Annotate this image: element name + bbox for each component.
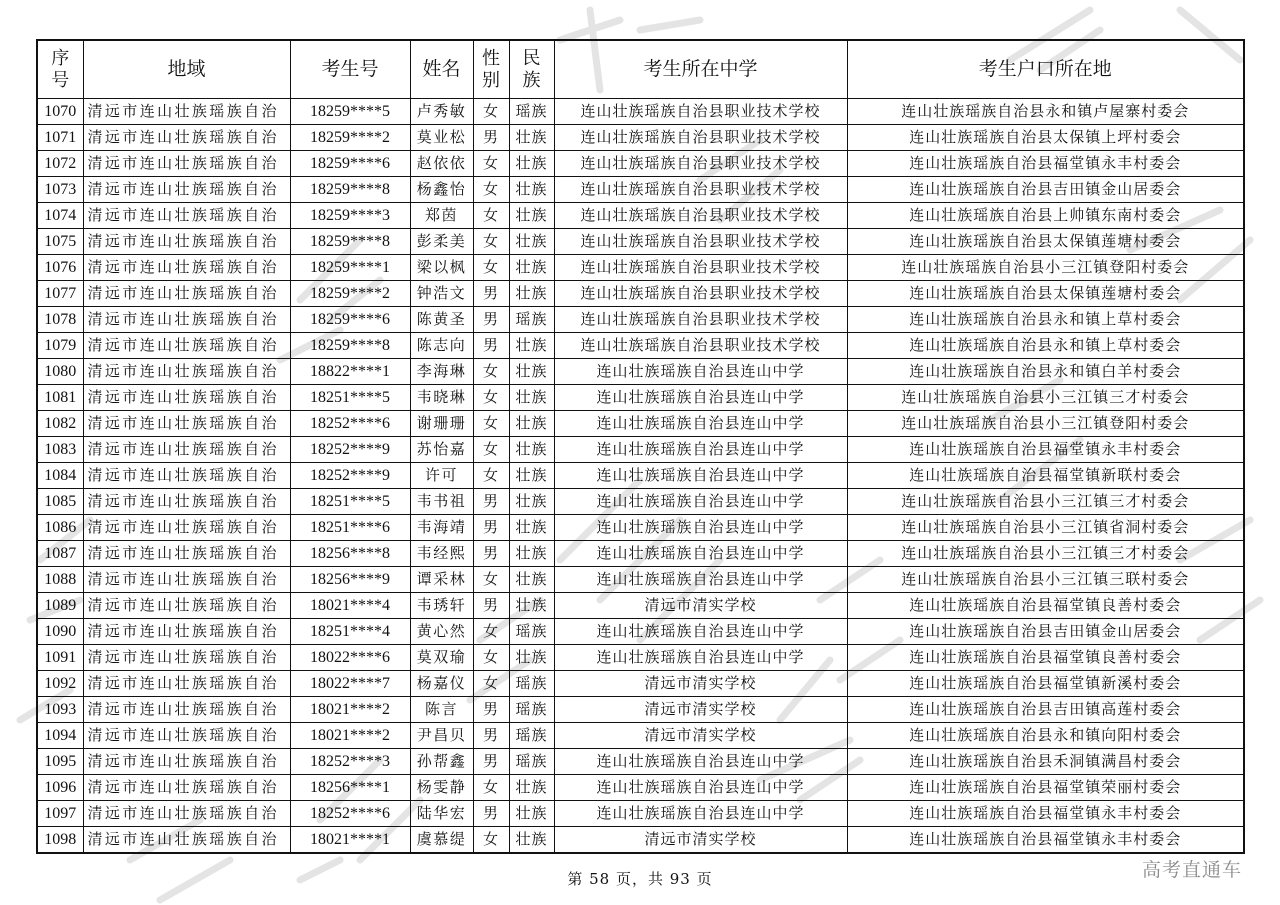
cell-name: 孙帮鑫 xyxy=(410,749,473,775)
cell-ethnicity: 壮族 xyxy=(509,489,554,515)
cell-school: 连山壮族瑶族自治县连山中学 xyxy=(554,489,847,515)
cell-name: 莫业松 xyxy=(410,125,473,151)
cell-school: 清远市清实学校 xyxy=(554,593,847,619)
cell-name: 黄心然 xyxy=(410,619,473,645)
cell-region: 清远市连山壮族瑶族自治 xyxy=(83,567,290,593)
cell-hukou: 连山壮族瑶族自治县福堂镇良善村委会 xyxy=(847,593,1244,619)
cell-hukou: 连山壮族瑶族自治县小三江镇三才村委会 xyxy=(847,489,1244,515)
cell-school: 清远市清实学校 xyxy=(554,671,847,697)
table-row xyxy=(37,723,1244,749)
cell-school: 连山壮族瑶族自治县连山中学 xyxy=(554,801,847,827)
cell-gender: 女 xyxy=(473,177,509,203)
cell-hukou: 连山壮族瑶族自治县禾洞镇满昌村委会 xyxy=(847,749,1244,775)
cell-school: 连山壮族瑶族自治县连山中学 xyxy=(554,411,847,437)
cell-region: 清远市连山壮族瑶族自治 xyxy=(83,203,290,229)
cell-school: 连山壮族瑶族自治县连山中学 xyxy=(554,541,847,567)
cell-region: 清远市连山壮族瑶族自治 xyxy=(83,489,290,515)
cell-name: 李海琳 xyxy=(410,359,473,385)
cell-gender: 女 xyxy=(473,827,509,854)
cell-school: 连山壮族瑶族自治县连山中学 xyxy=(554,749,847,775)
header-exam-no: 考生号 xyxy=(290,40,410,99)
cell-name: 赵依依 xyxy=(410,151,473,177)
cell-ethnicity: 瑶族 xyxy=(509,671,554,697)
cell-name: 尹昌贝 xyxy=(410,723,473,749)
cell-name: 韦经熙 xyxy=(410,541,473,567)
cell-ethnicity: 壮族 xyxy=(509,281,554,307)
cell-school: 连山壮族瑶族自治县连山中学 xyxy=(554,359,847,385)
cell-name: 陈言 xyxy=(410,697,473,723)
cell-school: 连山壮族瑶族自治县职业技术学校 xyxy=(554,307,847,333)
cell-gender: 女 xyxy=(473,255,509,281)
cell-hukou: 连山壮族瑶族自治县吉田镇金山居委会 xyxy=(847,619,1244,645)
table-row xyxy=(37,385,1244,411)
cell-ethnicity: 壮族 xyxy=(509,333,554,359)
cell-school: 连山壮族瑶族自治县职业技术学校 xyxy=(554,229,847,255)
cell-seq: 1075 xyxy=(37,229,83,255)
cell-seq: 1079 xyxy=(37,333,83,359)
cell-ethnicity: 瑶族 xyxy=(509,749,554,775)
cell-exam-no: 18251****5 xyxy=(290,489,410,515)
cell-region: 清远市连山壮族瑶族自治 xyxy=(83,359,290,385)
header-seq-line1: 序 xyxy=(51,47,70,69)
cell-school: 清远市清实学校 xyxy=(554,827,847,854)
cell-gender: 男 xyxy=(473,307,509,333)
cell-school: 连山壮族瑶族自治县职业技术学校 xyxy=(554,177,847,203)
cell-name: 郑茵 xyxy=(410,203,473,229)
cell-region: 清远市连山壮族瑶族自治 xyxy=(83,775,290,801)
table-row xyxy=(37,775,1244,801)
header-ethnicity-line1: 民 xyxy=(522,47,541,69)
cell-seq: 1081 xyxy=(37,385,83,411)
cell-gender: 女 xyxy=(473,463,509,489)
cell-gender: 男 xyxy=(473,697,509,723)
table-row xyxy=(37,645,1244,671)
cell-seq: 1070 xyxy=(37,99,83,125)
cell-ethnicity: 壮族 xyxy=(509,151,554,177)
cell-seq: 1091 xyxy=(37,645,83,671)
cell-school: 连山壮族瑶族自治县连山中学 xyxy=(554,515,847,541)
cell-gender: 男 xyxy=(473,489,509,515)
cell-ethnicity: 壮族 xyxy=(509,203,554,229)
cell-seq: 1095 xyxy=(37,749,83,775)
cell-school: 连山壮族瑶族自治县连山中学 xyxy=(554,645,847,671)
cell-name: 莫双瑜 xyxy=(410,645,473,671)
cell-name: 杨嘉仪 xyxy=(410,671,473,697)
cell-exam-no: 18259****2 xyxy=(290,281,410,307)
cell-exam-no: 18259****8 xyxy=(290,177,410,203)
cell-gender: 男 xyxy=(473,593,509,619)
cell-name: 陈志向 xyxy=(410,333,473,359)
table-row xyxy=(37,177,1244,203)
cell-gender: 男 xyxy=(473,515,509,541)
cell-exam-no: 18022****6 xyxy=(290,645,410,671)
cell-exam-no: 18259****6 xyxy=(290,307,410,333)
header-gender-line1: 性 xyxy=(482,47,500,69)
cell-hukou: 连山壮族瑶族自治县小三江镇省洞村委会 xyxy=(847,515,1244,541)
cell-gender: 女 xyxy=(473,619,509,645)
table-row xyxy=(37,411,1244,437)
cell-hukou: 连山壮族瑶族自治县小三江镇登阳村委会 xyxy=(847,411,1244,437)
cell-ethnicity: 壮族 xyxy=(509,255,554,281)
cell-hukou: 连山壮族瑶族自治县福堂镇新联村委会 xyxy=(847,463,1244,489)
cell-region: 清远市连山壮族瑶族自治 xyxy=(83,749,290,775)
table-row xyxy=(37,125,1244,151)
cell-gender: 女 xyxy=(473,385,509,411)
cell-region: 清远市连山壮族瑶族自治 xyxy=(83,593,290,619)
cell-ethnicity: 壮族 xyxy=(509,541,554,567)
cell-name: 谢珊珊 xyxy=(410,411,473,437)
cell-region: 清远市连山壮族瑶族自治 xyxy=(83,229,290,255)
cell-school: 连山壮族瑶族自治县连山中学 xyxy=(554,385,847,411)
cell-exam-no: 18021****2 xyxy=(290,697,410,723)
cell-gender: 男 xyxy=(473,723,509,749)
cell-gender: 女 xyxy=(473,671,509,697)
cell-school: 连山壮族瑶族自治县职业技术学校 xyxy=(554,203,847,229)
cell-exam-no: 18252****6 xyxy=(290,411,410,437)
cell-ethnicity: 壮族 xyxy=(509,593,554,619)
header-region: 地域 xyxy=(83,40,290,99)
cell-hukou: 连山壮族瑶族自治县小三江镇登阳村委会 xyxy=(847,255,1244,281)
cell-seq: 1073 xyxy=(37,177,83,203)
cell-seq: 1097 xyxy=(37,801,83,827)
cell-school: 连山壮族瑶族自治县职业技术学校 xyxy=(554,99,847,125)
cell-ethnicity: 壮族 xyxy=(509,385,554,411)
table-row xyxy=(37,827,1244,854)
cell-hukou: 连山壮族瑶族自治县永和镇上草村委会 xyxy=(847,307,1244,333)
cell-school: 连山壮族瑶族自治县连山中学 xyxy=(554,437,847,463)
cell-name: 韦海靖 xyxy=(410,515,473,541)
cell-seq: 1096 xyxy=(37,775,83,801)
cell-gender: 女 xyxy=(473,229,509,255)
cell-school: 清远市清实学校 xyxy=(554,697,847,723)
table-row xyxy=(37,801,1244,827)
cell-seq: 1092 xyxy=(37,671,83,697)
cell-seq: 1090 xyxy=(37,619,83,645)
cell-gender: 女 xyxy=(473,203,509,229)
cell-gender: 男 xyxy=(473,333,509,359)
cell-school: 连山壮族瑶族自治县连山中学 xyxy=(554,619,847,645)
table-row xyxy=(37,463,1244,489)
table-body xyxy=(37,99,1244,854)
cell-exam-no: 18022****7 xyxy=(290,671,410,697)
cell-exam-no: 18252****6 xyxy=(290,801,410,827)
cell-gender: 女 xyxy=(473,645,509,671)
cell-ethnicity: 瑶族 xyxy=(509,99,554,125)
cell-hukou: 连山壮族瑶族自治县小三江镇三才村委会 xyxy=(847,385,1244,411)
cell-ethnicity: 壮族 xyxy=(509,645,554,671)
cell-gender: 男 xyxy=(473,749,509,775)
cell-exam-no: 18259****2 xyxy=(290,125,410,151)
cell-region: 清远市连山壮族瑶族自治 xyxy=(83,411,290,437)
cell-seq: 1085 xyxy=(37,489,83,515)
header-ethnicity xyxy=(509,40,554,99)
header-seq-line2: 号 xyxy=(51,69,70,91)
cell-exam-no: 18259****5 xyxy=(290,99,410,125)
cell-gender: 男 xyxy=(473,541,509,567)
cell-ethnicity: 壮族 xyxy=(509,229,554,255)
cell-ethnicity: 壮族 xyxy=(509,567,554,593)
page-number-footer: 第 58 页，共 93 页 xyxy=(567,870,713,888)
cell-region: 清远市连山壮族瑶族自治 xyxy=(83,541,290,567)
cell-exam-no: 18251****4 xyxy=(290,619,410,645)
table-row xyxy=(37,333,1244,359)
cell-region: 清远市连山壮族瑶族自治 xyxy=(83,281,290,307)
cell-name: 陈黄圣 xyxy=(410,307,473,333)
cell-seq: 1072 xyxy=(37,151,83,177)
cell-name: 虞慕缇 xyxy=(410,827,473,854)
cell-school: 连山壮族瑶族自治县职业技术学校 xyxy=(554,281,847,307)
table-row xyxy=(37,99,1244,125)
cell-ethnicity: 壮族 xyxy=(509,827,554,854)
cell-ethnicity: 瑶族 xyxy=(509,307,554,333)
cell-hukou: 连山壮族瑶族自治县太保镇莲塘村委会 xyxy=(847,229,1244,255)
cell-seq: 1078 xyxy=(37,307,83,333)
cell-region: 清远市连山壮族瑶族自治 xyxy=(83,177,290,203)
cell-region: 清远市连山壮族瑶族自治 xyxy=(83,333,290,359)
cell-gender: 男 xyxy=(473,125,509,151)
cell-exam-no: 18252****9 xyxy=(290,437,410,463)
cell-ethnicity: 瑶族 xyxy=(509,723,554,749)
cell-gender: 女 xyxy=(473,567,509,593)
cell-hukou: 连山壮族瑶族自治县吉田镇金山居委会 xyxy=(847,177,1244,203)
cell-region: 清远市连山壮族瑶族自治 xyxy=(83,151,290,177)
cell-gender: 男 xyxy=(473,281,509,307)
cell-school: 连山壮族瑶族自治县职业技术学校 xyxy=(554,255,847,281)
cell-gender: 女 xyxy=(473,151,509,177)
table-row xyxy=(37,749,1244,775)
cell-gender: 女 xyxy=(473,99,509,125)
cell-name: 陆华宏 xyxy=(410,801,473,827)
table-row xyxy=(37,619,1244,645)
cell-exam-no: 18822****1 xyxy=(290,359,410,385)
cell-seq: 1082 xyxy=(37,411,83,437)
cell-name: 杨雯静 xyxy=(410,775,473,801)
cell-seq: 1087 xyxy=(37,541,83,567)
header-hukou: 考生户口所在地 xyxy=(847,40,1244,99)
brand-watermark-label: 高考直通车 xyxy=(1142,859,1243,881)
cell-ethnicity: 壮族 xyxy=(509,437,554,463)
cell-name: 韦琇轩 xyxy=(410,593,473,619)
cell-exam-no: 18252****3 xyxy=(290,749,410,775)
cell-exam-no: 18021****2 xyxy=(290,723,410,749)
header-row xyxy=(37,40,1244,99)
cell-ethnicity: 壮族 xyxy=(509,463,554,489)
header-school: 考生所在中学 xyxy=(554,40,847,99)
cell-hukou: 连山壮族瑶族自治县福堂镇良善村委会 xyxy=(847,645,1244,671)
cell-region: 清远市连山壮族瑶族自治 xyxy=(83,437,290,463)
cell-hukou: 连山壮族瑶族自治县福堂镇永丰村委会 xyxy=(847,437,1244,463)
table-row xyxy=(37,515,1244,541)
cell-exam-no: 18259****3 xyxy=(290,203,410,229)
cell-region: 清远市连山壮族瑶族自治 xyxy=(83,307,290,333)
cell-seq: 1089 xyxy=(37,593,83,619)
cell-region: 清远市连山壮族瑶族自治 xyxy=(83,463,290,489)
cell-region: 清远市连山壮族瑶族自治 xyxy=(83,671,290,697)
cell-ethnicity: 壮族 xyxy=(509,515,554,541)
cell-name: 韦书祖 xyxy=(410,489,473,515)
cell-gender: 女 xyxy=(473,775,509,801)
cell-ethnicity: 瑶族 xyxy=(509,697,554,723)
table-row xyxy=(37,255,1244,281)
table-row xyxy=(37,593,1244,619)
cell-name: 梁以枫 xyxy=(410,255,473,281)
cell-region: 清远市连山壮族瑶族自治 xyxy=(83,125,290,151)
cell-region: 清远市连山壮族瑶族自治 xyxy=(83,723,290,749)
cell-hukou: 连山壮族瑶族自治县太保镇上坪村委会 xyxy=(847,125,1244,151)
candidate-roster-table xyxy=(36,39,1245,854)
table-row xyxy=(37,671,1244,697)
cell-hukou: 连山壮族瑶族自治县福堂镇荣丽村委会 xyxy=(847,775,1244,801)
header-gender-line2: 别 xyxy=(482,69,500,91)
cell-school: 连山壮族瑶族自治县连山中学 xyxy=(554,463,847,489)
table-row xyxy=(37,697,1244,723)
cell-name: 彭柔美 xyxy=(410,229,473,255)
cell-seq: 1084 xyxy=(37,463,83,489)
cell-hukou: 连山壮族瑶族自治县小三江镇三才村委会 xyxy=(847,541,1244,567)
cell-school: 连山壮族瑶族自治县连山中学 xyxy=(554,567,847,593)
cell-exam-no: 18259****8 xyxy=(290,333,410,359)
cell-hukou: 连山壮族瑶族自治县福堂镇永丰村委会 xyxy=(847,827,1244,854)
cell-exam-no: 18259****8 xyxy=(290,229,410,255)
cell-name: 苏怡嘉 xyxy=(410,437,473,463)
cell-hukou: 连山壮族瑶族自治县太保镇莲塘村委会 xyxy=(847,281,1244,307)
cell-region: 清远市连山壮族瑶族自治 xyxy=(83,255,290,281)
cell-seq: 1077 xyxy=(37,281,83,307)
cell-exam-no: 18251****6 xyxy=(290,515,410,541)
cell-hukou: 连山壮族瑶族自治县永和镇上草村委会 xyxy=(847,333,1244,359)
cell-hukou: 连山壮族瑶族自治县福堂镇永丰村委会 xyxy=(847,801,1244,827)
cell-seq: 1076 xyxy=(37,255,83,281)
table-header xyxy=(37,40,1244,99)
cell-exam-no: 18021****1 xyxy=(290,827,410,854)
header-name: 姓名 xyxy=(410,40,473,99)
cell-school: 连山壮族瑶族自治县职业技术学校 xyxy=(554,125,847,151)
table-row xyxy=(37,151,1244,177)
cell-name: 韦晓琳 xyxy=(410,385,473,411)
cell-gender: 女 xyxy=(473,411,509,437)
table-row xyxy=(37,203,1244,229)
cell-seq: 1093 xyxy=(37,697,83,723)
cell-exam-no: 18252****9 xyxy=(290,463,410,489)
cell-region: 清远市连山壮族瑶族自治 xyxy=(83,801,290,827)
cell-hukou: 连山壮族瑶族自治县福堂镇新溪村委会 xyxy=(847,671,1244,697)
cell-seq: 1086 xyxy=(37,515,83,541)
cell-hukou: 连山壮族瑶族自治县福堂镇永丰村委会 xyxy=(847,151,1244,177)
cell-seq: 1094 xyxy=(37,723,83,749)
cell-ethnicity: 壮族 xyxy=(509,801,554,827)
cell-name: 杨鑫怡 xyxy=(410,177,473,203)
cell-exam-no: 18256****1 xyxy=(290,775,410,801)
cell-hukou: 连山壮族瑶族自治县小三江镇三联村委会 xyxy=(847,567,1244,593)
cell-exam-no: 18256****9 xyxy=(290,567,410,593)
cell-hukou: 连山壮族瑶族自治县永和镇向阳村委会 xyxy=(847,723,1244,749)
table-row xyxy=(37,229,1244,255)
cell-region: 清远市连山壮族瑶族自治 xyxy=(83,99,290,125)
cell-region: 清远市连山壮族瑶族自治 xyxy=(83,827,290,854)
cell-gender: 女 xyxy=(473,437,509,463)
cell-name: 钟浩文 xyxy=(410,281,473,307)
cell-school: 连山壮族瑶族自治县职业技术学校 xyxy=(554,151,847,177)
cell-exam-no: 18251****5 xyxy=(290,385,410,411)
table-row xyxy=(37,541,1244,567)
cell-seq: 1088 xyxy=(37,567,83,593)
cell-seq: 1083 xyxy=(37,437,83,463)
cell-school: 连山壮族瑶族自治县连山中学 xyxy=(554,775,847,801)
cell-seq: 1074 xyxy=(37,203,83,229)
cell-exam-no: 18256****8 xyxy=(290,541,410,567)
cell-gender: 女 xyxy=(473,359,509,385)
cell-gender: 男 xyxy=(473,801,509,827)
cell-ethnicity: 壮族 xyxy=(509,359,554,385)
cell-ethnicity: 壮族 xyxy=(509,125,554,151)
cell-hukou: 连山壮族瑶族自治县吉田镇高莲村委会 xyxy=(847,697,1244,723)
cell-region: 清远市连山壮族瑶族自治 xyxy=(83,619,290,645)
cell-region: 清远市连山壮族瑶族自治 xyxy=(83,385,290,411)
cell-exam-no: 18259****6 xyxy=(290,151,410,177)
cell-name: 谭采林 xyxy=(410,567,473,593)
cell-seq: 1098 xyxy=(37,827,83,854)
cell-seq: 1080 xyxy=(37,359,83,385)
cell-region: 清远市连山壮族瑶族自治 xyxy=(83,515,290,541)
cell-ethnicity: 瑶族 xyxy=(509,619,554,645)
table-row xyxy=(37,307,1244,333)
cell-school: 连山壮族瑶族自治县职业技术学校 xyxy=(554,333,847,359)
header-gender xyxy=(473,40,509,99)
cell-exam-no: 18021****4 xyxy=(290,593,410,619)
cell-exam-no: 18259****1 xyxy=(290,255,410,281)
cell-hukou: 连山壮族瑶族自治县永和镇白羊村委会 xyxy=(847,359,1244,385)
cell-hukou: 连山壮族瑶族自治县永和镇卢屋寨村委会 xyxy=(847,99,1244,125)
table-row xyxy=(37,359,1244,385)
header-seq xyxy=(37,40,83,99)
cell-ethnicity: 壮族 xyxy=(509,411,554,437)
cell-region: 清远市连山壮族瑶族自治 xyxy=(83,645,290,671)
table-row xyxy=(37,567,1244,593)
cell-hukou: 连山壮族瑶族自治县上帅镇东南村委会 xyxy=(847,203,1244,229)
table-row xyxy=(37,281,1244,307)
table-row xyxy=(37,489,1244,515)
cell-name: 卢秀敏 xyxy=(410,99,473,125)
cell-name: 许可 xyxy=(410,463,473,489)
cell-region: 清远市连山壮族瑶族自治 xyxy=(83,697,290,723)
header-ethnicity-line2: 族 xyxy=(522,69,541,91)
cell-school: 清远市清实学校 xyxy=(554,723,847,749)
cell-seq: 1071 xyxy=(37,125,83,151)
cell-ethnicity: 壮族 xyxy=(509,775,554,801)
table-row xyxy=(37,437,1244,463)
cell-ethnicity: 壮族 xyxy=(509,177,554,203)
